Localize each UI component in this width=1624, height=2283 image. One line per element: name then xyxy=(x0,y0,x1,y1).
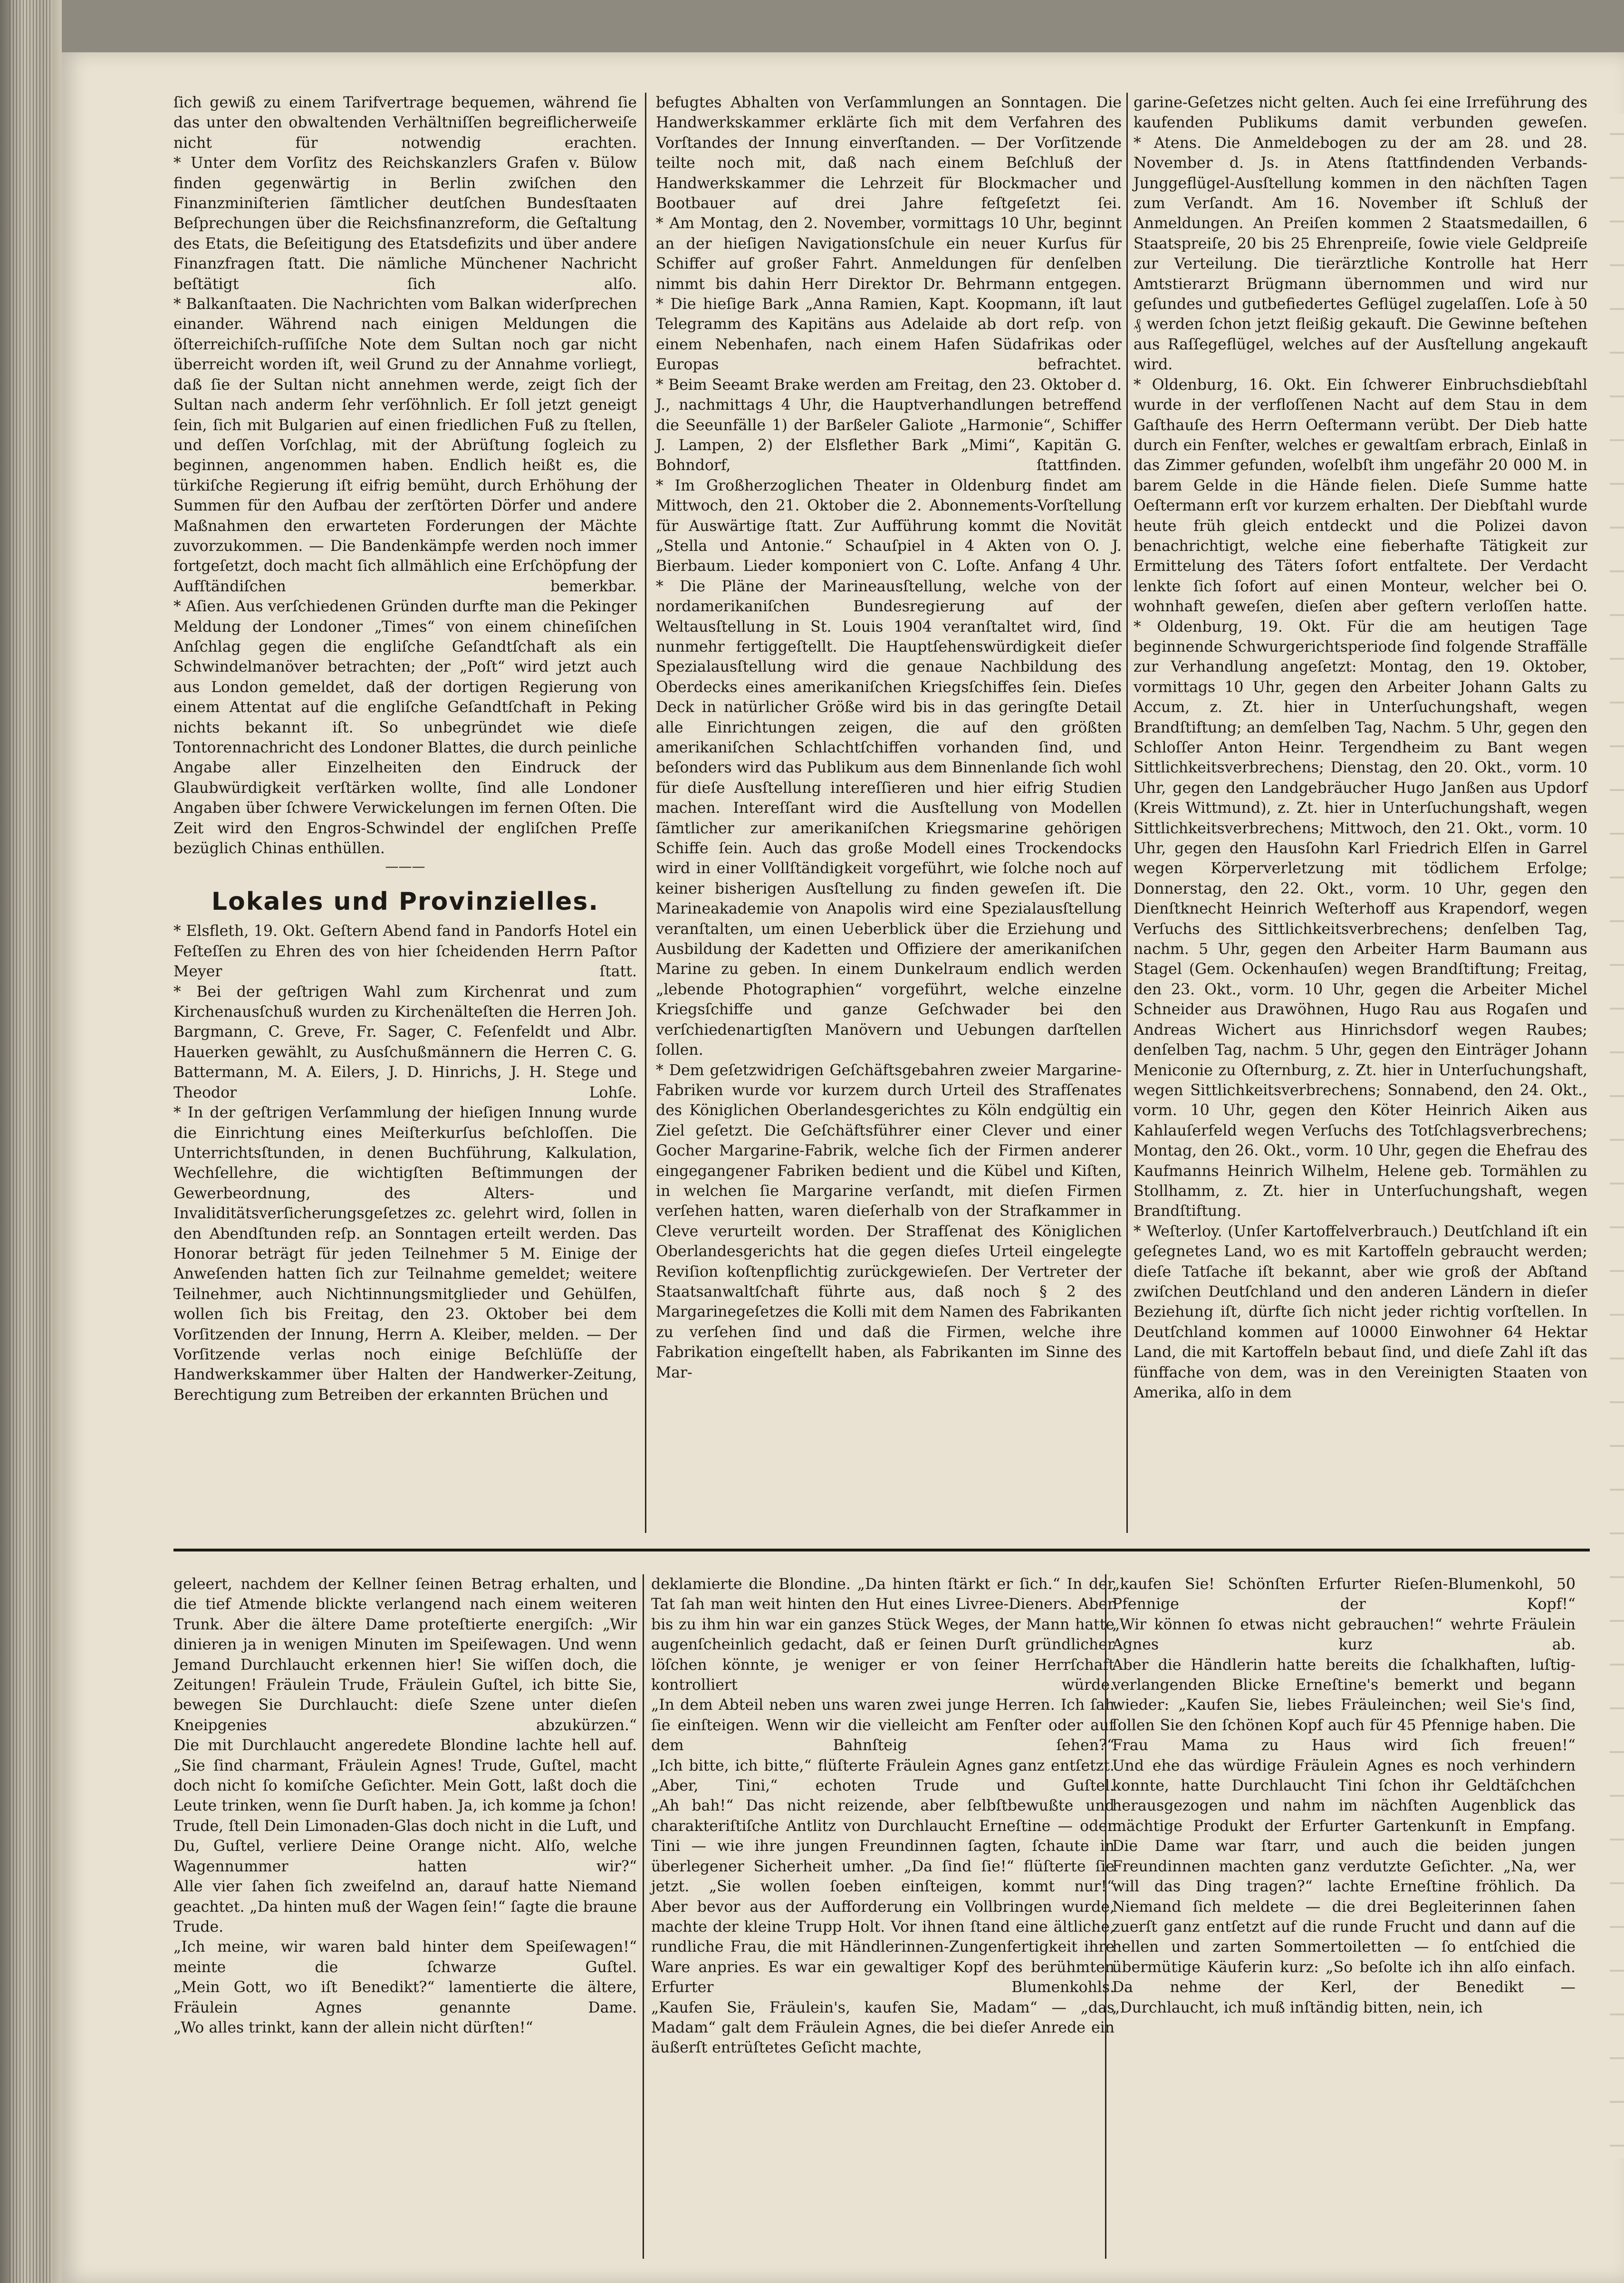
story-paragraph: „Mein Gott, wo iſt Benedikt?“ lamentierte die ältere, Fräulein Agnes genannte Dame. xyxy=(173,1979,637,2016)
story-paragraph: Alle vier ſahen ſich zweifelnd an, darauf hatte Niemand geachtet. „Da hinten muß der Wagen ſein!“ ſagte die braune Trude. xyxy=(173,1878,637,1936)
adjacent-page-sliver xyxy=(1610,114,1624,2158)
article-paragraph: garine-Geſetzes nicht gelten. Auch ſei eine Irreführung des kaufenden Publikums damit verbunden geweſen. xyxy=(1134,94,1587,132)
article-kirchenrat: * Bei der geſtrigen Wahl zum Kirchenrat und zum Kirchenausſchuß wurden zu Kirchenälteſten die Herren Joh. Bargmann, C. Greve, Fr. Sager, C. Feſenfeldt und Albr. Hauerken gewählt, zu Ausſchußmännern die Herren C. G. Battermann, M. A. Eilers, J. D. Hinrichs, J. H. Stege und Theodor Lohſe. xyxy=(173,983,637,1101)
column-rule xyxy=(1126,93,1128,1533)
news-column-1 xyxy=(173,93,637,1533)
article-innung: * In der geſtrigen Verſammlung der hieſigen Innung wurde die Einrichtung eines Meiſterkurſus beſchloſſen. Die Unterrichtsſtunden, in denen Buchführung, Kalkulation, Wechſellehre, die wichtigſten Beſtimmungen der Gewerbeordnung, des Alters- und Invaliditätsverſicherungsgeſetzes zc. gelehrt wird, ſollen in den Abendſtunden reſp. an Sonntagen erteilt werden. Das Honorar beträgt für jeden Teilnehmer 5 M. Einige der Anweſenden hatten ſich zur Teilnahme gemeldet; weitere Teilnehmer, auch Nichtinnungsmitglieder und Gehülfen, wollen ſich bis Freitag, den 23. Oktober bei dem Vorſitzenden der Innung, Herrn A. Kleiber, melden. — Der Vorſitzende verlas noch einige Beſchlüſſe der Handwerkskammer über Halten der Handwerker-Zeitung, Berechtigung zum Betreiben der erkannten Brüchen und xyxy=(173,1104,637,1404)
story-paragraph: „Ich meine, wir waren bald hinter dem Speiſewagen!“ meinte die ſchwarze Guſtel. xyxy=(173,1938,637,1976)
story-paragraph: „Aber, Tini,“ echoten Trude und Guſtel. xyxy=(651,1777,1115,1795)
story-paragraph: „Wir können ſo etwas nicht gebrauchen!“ wehrte Fräulein Agnes kurz ab. xyxy=(1112,1616,1576,1654)
story-paragraph: Die mit Durchlaucht angeredete Blondine lachte hell auf. xyxy=(173,1737,637,1754)
news-column-3 xyxy=(1134,93,1587,1533)
article-balkanstaaten: * Balkanſtaaten. Die Nachrichten vom Balkan widerſprechen einander. Während nach einigen Meldungen die öſterreichiſch-ruſſiſche Note dem Sultan noch gar nicht überreicht worden iſt, weil Grund zu der Annahme vorliegt, daß ſie der Sultan nicht annehmen werde, zeigt ſich der Sultan nach anderm ſehr verſöhnlich. Er ſoll jetzt geneigt ſein, ſich mit Bulgarien auf einen friedlichen Fuß zu ſtellen, und deſſen Vorſchlag, mit der Abrüſtung ſogleich zu beginnen, angenommen haben. Endlich heißt es, die türkiſche Regierung iſt eifrig bemüht, durch Erhöhung der Summen für den Aufbau der zerſtörten Dörfer und andere Maßnahmen den erwarteten Forderungen der Mächte zuvorzukommen. — Die Bandenkämpfe werden noch immer fortgeſetzt, doch macht ſich allmählich eine Erſchöpfung der Aufſtändiſchen bemerkbar. xyxy=(173,296,637,595)
article-paragraph: befugtes Abhalten von Verſammlungen an Sonntagen. Die Handwerkskammer erklärte ſich mit dem Verfahren des Vorſtandes der Innung einverſtanden. — Der Vorſitzende teilte noch mit, daß nach einem Beſchluß der Handwerkskammer die Lehrzeit für Blockmacher und Bootbauer auf drei Jahre feſtgeſetzt ſei. xyxy=(656,94,1122,212)
column-rule xyxy=(643,1574,644,2259)
story-paragraph: Aber bevor aus der Aufforderung ein Vollbringen wurde, machte der kleine Trupp Holt. Vor ihnen ſtand eine ältliche, rundliche Frau, die mit Händlerinnen-Zungenfertigkeit ihre Ware anpries. Es war ein gewaltiger Kopf des berühmten Erfurter Blumenkohls. xyxy=(651,1898,1115,1996)
story-paragraph: „kaufen Sie! Schönſten Erfurter Rieſen-Blumenkohl, 50 Pfennige der Kopf!“ xyxy=(1112,1576,1576,1613)
story-paragraph: Die Dame war ſtarr, und auch die beiden jungen Freundinnen machten ganz verdutzte Geſichter. „Na, wer will das Ding tragen?“ lachte Erneſtine fröhlich. Da Niemand ſich meldete — die drei Begleiterinnen ſahen zuerſt ganz entſetzt auf die runde Frucht und dann auf die hellen und zarten Sommertoiletten — ſo entſchied die übermütige Käuferin kurz: „So beſolte ich ihn alſo einfach. Da nehme der Kerl, der Benedikt — xyxy=(1112,1838,1576,1996)
article-margarine: * Dem geſetzwidrigen Geſchäftsgebahren zweier Margarine-Fabriken wurde vor kurzem durch Urteil des Strafſenates des Königlichen Oberlandesgerichtes zu Köln endgültig ein Ziel geſetzt. Die Geſchäftsführer einer Clever und einer Gocher Margarine-Fabrik, welche ſich der Firmen anderer eingegangener Fabriken bedient und die Kübel und Kiſten, in welchen ſie Margarine verſandt, mit dieſen Firmen verſehen hatten, waren dieſerhalb von der Strafkammer in Cleve verurteilt worden. Der Strafſenat des Königlichen Oberlandesgerichts hat die gegen dieſes Urteil eingelegte Reviſion koſtenpflichtig zurückgewieſen. Der Vertreter der Staatsanwaltſchaft führte aus, daß noch § 2 des Margarinegeſetzes die Kolli mit dem Namen des Fabrikanten zu verſehen ſind und daß die Firmen, welche ihre Fabrikation eingeſtellt haben, als Fabrikanten im Sinne des Mar- xyxy=(656,1061,1122,1381)
feuilleton-column-3 xyxy=(1112,1574,1576,2259)
article-atens: * Atens. Die Anmeldebogen zu der am 28. und 28. November d. Js. in Atens ſtattfindenden Verbands-Junggeflügel-Ausſtellung kommen in den nächſten Tagen zum Verſandt. Am 16. November iſt Schluß der Anmeldungen. An Preiſen kommen 2 Staatsmedaillen, 6 Staatspreiſe, 20 bis 25 Ehrenpreiſe, ſowie viele Geldpreiſe zur Verteilung. Die tierärztliche Kontrolle hat Herr Amtstierarzt Brügmann übernommen und wird nur geſundes und gutbefiedertes Geflügel zugelaſſen. Loſe à 50 ₰ werden ſchon jetzt fleißig gekauft. Die Gewinne beſtehen aus Raſſegeflügel, welches auf der Ausſtellung angekauft wird. xyxy=(1134,134,1587,374)
story-paragraph: deklamierte die Blondine. „Da hinten ſtärkt er ſich.“ In der Tat ſah man weit hinten den Hut eines Livree-Dieners. Aber bis zu ihm hin war ein ganzes Stück Weges, der Mann hatte augenſcheinlich gedacht, daß er ſeinen Durſt gründlicher löſchen könnte, je weniger er von ſeiner Herrſchaft kontrolliert würde. xyxy=(651,1576,1115,1694)
feuilleton-divider xyxy=(173,1549,1590,1551)
article-oldenburg-einbruch: * Oldenburg, 16. Okt. Ein ſchwerer Einbruchsdiebſtahl wurde in der verfloſſenen Nacht auf dem Stau in dem Gaſthauſe des Herrn Oeſtermann verübt. Der Dieb hatte durch ein Fenſter, welches er gewaltſam erbrach, Einlaß in das Zimmer gefunden, woſelbſt ihm ungefähr 20 000 M. in barem Gelde in die Hände fielen. Dieſe Summe hatte Oeſtermann erſt vor kurzem erhalten. Der Diebſtahl wurde heute früh gleich entdeckt und die Polizei davon benachrichtigt, welche eine fieberhafte Tätigkeit zur Ermittelung des Täters ſofort entfaltete. Der Verdacht lenkte ſich ſofort auf einen Monteur, welcher bei O. wohnhaft geweſen, dieſen aber geſtern verloſſen hatte. xyxy=(1134,376,1587,616)
article-reichsfinanz: * Unter dem Vorſitz des Reichskanzlers Grafen v. Bülow finden gegenwärtig in Berlin zwiſchen den Finanzminiſterien ſämtlicher deutſchen Bundesſtaaten Beſprechungen über die Reichsfinanzreform, die Geſtaltung des Etats, die Beſeitigung des Etatsdefizits und über andere Finanzfragen ſtatt. Die nämliche Münchener Nachricht beſtätigt ſich alſo. xyxy=(173,154,637,293)
feuilleton-column-2 xyxy=(651,1574,1115,2259)
article-marineausstellung: * Die Pläne der Marineausſtellung, welche von der nordamerikaniſchen Bundesregierung auf der Weltausſtellung in St. Louis 1904 veranſtaltet wird, ſind nunmehr fertiggeſtellt. Die Hauptſehenswürdigkeit dieſer Spezialausſtellung wird die genaue Nachbildung des Oberdecks eines amerikaniſchen Kriegsſchiffes ſein. Dieſes Deck in natürlicher Größe wird bis in das geringſte Detail alle Einrichtungen zeigen, die auf den größten amerikaniſchen Schlachtſchiffen vorhanden ſind, und beſonders wird das Publikum aus dem Binnenlande ſich wohl für dieſe Ausſtellung intereſſieren und hier eifrig Studien machen. Intereſſant wird die Ausſtellung von Modellen ſämtlicher zur amerikaniſchen Kriegsmarine gehörigen Schiffe ſein. Auch das große Modell eines Trockendocks wird in einer Vollſtändigkeit vorgeführt, wie ſolche noch auf keiner bisherigen Ausſtellung zu finden geweſen iſt. Die Marineakademie von Anapolis wird eine Spezialausſtellung veranſtalten, um einen Ueberblick über die Erziehung und Ausbildung der Kadetten und Offiziere der amerikaniſchen Marine zu geben. In einem Dunkelraum endlich werden „lebende Photographien“ vorgeführt, welche einzelne Kriegsſchiffe und ganze Geſchwader bei den verſchiedenartigſten Manövern und Uebungen darſtellen ſollen. xyxy=(656,578,1122,1059)
feuilleton-column-1 xyxy=(173,1574,637,2259)
article-navigationsschule: * Am Montag, den 2. November, vormittags 10 Uhr, beginnt an der hieſigen Navigationsſchule ein neuer Kurſus für Schiffer auf großer Fahrt. Anmeldungen für denſelben nimmt bis dahin Herr Direktor Dr. Behrmann entgegen. xyxy=(656,215,1122,293)
story-paragraph: Aber die Händlerin hatte bereits die ſchalkhaften, luſtig-verlangenden Blicke Erneſtine's bemerkt und begann wieder: „Kaufen Sie, liebes Fräuleinchen; weil Sie's ſind, ſollen Sie den ſchönen Kopf auch für 45 Pfennige haben. Die Frau Mama zu Haus wird ſich freuen!“ xyxy=(1112,1656,1576,1754)
story-paragraph: Und ehe das würdige Fräulein Agnes es noch verhindern konnte, hatte Durchlaucht Tini ſchon ihr Geldtäſchchen herausgezogen und nahm im nächſten Augenblick das mächtige Produkt der Erfurter Gartenkunſt in Empfang. xyxy=(1112,1757,1576,1835)
news-column-2 xyxy=(656,93,1122,1533)
section-heading: Lokales und Provinzielles. xyxy=(211,887,599,916)
article-oldenburg-schwurgericht: * Oldenburg, 19. Okt. Für die am heutigen Tage beginnende Schwurgerichtsperiode ſind folgende Straffälle zur Verhandlung angeſetzt: Montag, den 19. Oktober, vormittags 10 Uhr, gegen den Arbeiter Johann Galts zu Accum, z. Zt. hier in Unterſuchungshaft, wegen Brandſtiftung; an demſelben Tag, Nachm. 5 Uhr, gegen den Schloſſer Anton Heinr. Tergendheim zu Bant wegen Sittlichkeitsverbrechens; Dienstag, den 20. Okt., vorm. 10 Uhr, gegen den Landgebräucher Hugo Janßen aus Updorf (Kreis Wittmund), z. Zt. hier in Unterſuchungshaft, wegen Sittlichkeitsverbrechens; Mittwoch, den 21. Okt., vorm. 10 Uhr, gegen den Hausſohn Karl Friedrich Elſen in Garrel wegen Körperverletzung mit tödlichem Erfolge; Donnerstag, den 22. Okt., vorm. 10 Uhr, gegen den Dienſtknecht Heinrich Weſterhoff aus Krapendorf, wegen Verſuchs des Sittlichkeitsverbrechens; denſelben Tag, nachm. 5 Uhr, gegen den Arbeiter Harm Baumann aus Stagel (Gem. Ockenhauſen) wegen Brandſtiftung; Freitag, den 23. Okt., vorm. 10 Uhr, gegen die Arbeiter Michel Schneider aus Drawöhnen, Hugo Rau aus Rogaſen und Andreas Wichert aus Hinrichsdorf wegen Raubes; denſelben Tag, nachm. 5 Uhr, gegen den Einträger Johann Meniconie zu Oſternburg, z. Zt. hier in Unterſuchungshaft, wegen Sittlichkeitsverbrechens; Sonnabend, den 24. Okt., vorm. 10 Uhr, gegen den Köter Heinrich Aiken aus Kahlauſerfeld wegen Verſuchs des Totſchlagsverbrechens; Montag, den 26. Okt., vorm. 10 Uhr, gegen die Ehefrau des Kaufmanns Heinrich Wilhelm, Helene geb. Tormählen zu Stollhamm, z. Zt. hier in Unterſuchungshaft, wegen Brandſtiftung. xyxy=(1134,618,1587,1220)
column-rule xyxy=(645,93,646,1533)
story-paragraph: „Ah bah!“ Das nicht reizende, aber ſelbſtbewußte und charakteriſtiſche Antlitz von Durchlaucht Erneſtine — oder Tini — wie ihre jungen Freundinnen ſagten, ſchaute in überlegener Sicherheit umher. „Da ſind ſie!“ flüſterte ſie jetzt. „Sie wollen ſoeben einſteigen, kommt nur!“ xyxy=(651,1797,1115,1896)
story-paragraph: „Wo alles trinkt, kann der allein nicht dürſten!“ xyxy=(173,2019,533,2036)
article-westerloy: * Weſterloy. (Unſer Kartoffelverbrauch.) Deutſchland iſt ein geſegnetes Land, wo es mit Kartoffeln gebraucht werden; dieſe Tatſache iſt bekannt, aber wie groß der Abſtand zwiſchen Deutſchland und den anderen Ländern in dieſer Beziehung iſt, dürfte ſich nicht jeder richtig vorſtellen. In Deutſchland kommen auf 10000 Einwohner 64 Hektar Land, die mit Kartoffeln bebaut ſind, und dieſe Zahl iſt das fünffache von dem, was in den Vereinigten Staaten von Amerika, alſo in dem xyxy=(1134,1223,1587,1401)
story-paragraph: „In dem Abteil neben uns waren zwei junge Herren. Ich ſah ſie einſteigen. Wenn wir die vielleicht am Fenſter oder auf dem Bahnſteig ſehen?“ xyxy=(651,1696,1115,1754)
story-paragraph: „Durchlaucht, ich muß inſtändig bitten, nein, ich xyxy=(1112,1999,1483,2016)
article-theater: * Im Großherzoglichen Theater in Oldenburg findet am Mittwoch, den 21. Oktober die 2. Abonnements-Vorſtellung für Auswärtige ſtatt. Zur Aufführung kommt die Novität „Stella und Antonie.“ Schauſpiel in 4 Akten von O. J. Bierbaum. Lieder komponiert von C. Loſte. Anfang 4 Uhr. xyxy=(656,477,1122,575)
article-bark: * Die hieſige Bark „Anna Ramien, Kapt. Koopmann, iſt laut Telegramm des Kapitäns aus Adelaide ab dort reſp. von einem Nebenhafen, nach einem Hafen Südafrikas oder Europas befrachtet. xyxy=(656,296,1122,374)
section-separator: ——— xyxy=(385,858,425,875)
article-seeamt: * Beim Seeamt Brake werden am Freitag, den 23. Oktober d. J., nachmittags 4 Uhr, die Hauptverhandlungen betreffend die Seeunfälle 1) der Barßeler Galiote „Harmonie“, Schiffer J. Lampen, 2) der Elsflether Bark „Mimi“, Kapitän G. Bohndorf, ſtattfinden. xyxy=(656,376,1122,474)
article-asien: * Aſien. Aus verſchiedenen Gründen durfte man die Pekinger Meldung der Londoner „Times“ von einem chineſiſchen Anſchlag gegen die engliſche Geſandtſchaft als ein Schwindelmanöver betrachten; der „Poſt“ wird jetzt auch aus London gemeldet, daß der dortigen Regierung von einem Attentat auf die engliſche Geſandtſchaft in Peking nichts bekannt iſt. So unbegründet wie dieſe Tontorennachricht des Londoner Blattes, die durch peinliche Angabe aller Einzelheiten den Eindruck der Glaubwürdigkeit verſtärken wollte, ſind alle Londoner Angaben über ſchwere Verwickelungen im fernen Oſten. Die Zeit wird den Engros-Schwindel der engliſchen Preſſe bezüglich Chinas enthüllen. xyxy=(173,598,637,857)
page-edge-stack xyxy=(0,0,62,2283)
story-paragraph: „Sie ſind charmant, Fräulein Agnes! Trude, Guſtel, macht doch nicht ſo komiſche Geſichter. Mein Gott, laßt doch die Leute trinken, wenn ſie Durſt haben. Ja, ich komme ja ſchon! Trude, ſtell Dein Limonaden-Glas doch nicht in die Luft, und Du, Guſtel, verliere Deine Orange nicht. Alſo, welche Wagennummer hatten wir?“ xyxy=(173,1757,637,1875)
article-paragraph: ſich gewiß zu einem Tarifvertrage bequemen, während ſie das unter den obwaltenden Verhältniſſen begreiflicherweiſe nicht für notwendig erachten. xyxy=(173,94,637,152)
article-elsfleth: * Elsfleth, 19. Okt. Geſtern Abend fand in Pandorfs Hotel ein Feſteſſen zu Ehren des von hier ſcheidenden Herrn Paſtor Meyer ſtatt. xyxy=(173,923,637,981)
story-paragraph: „Ich bitte, ich bitte,“ flüſterte Fräulein Agnes ganz entſetzt. xyxy=(651,1757,1115,1774)
story-paragraph: geleert, nachdem der Kellner ſeinen Betrag erhalten, und die tief Atmende blickte verlangend nach einem weiteren Trunk. Aber die ältere Dame proteſtierte energiſch: „Wir dinieren ja in wenigen Minuten im Speiſewagen. Und wenn Jemand Durchlaucht erkennen hier! Sie wiſſen doch, die Zeitungen! Fräulein Trude, Fräulein Guſtel, ich bitte Sie, bewegen Sie Durchlaucht: dieſe Szene unter dieſen Kneipgenies abzukürzen.“ xyxy=(173,1576,637,1734)
story-paragraph: „Kaufen Sie, Fräulein's, kaufen Sie, Madam“ — „das Madam“ galt dem Fräulein Agnes, die bei dieſer Anrede ein äußerſt entrüſtetes Geſicht machte, xyxy=(651,1999,1115,2057)
